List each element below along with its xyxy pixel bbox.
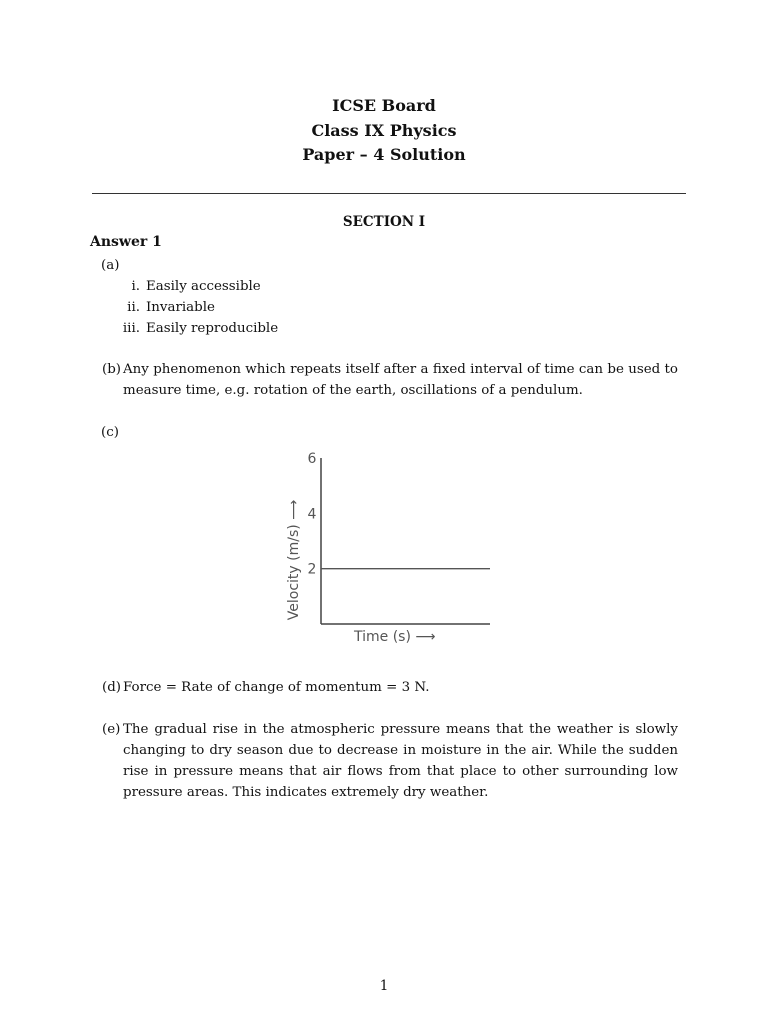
list-item-text: Invariable	[146, 300, 215, 315]
header-divider	[92, 193, 686, 194]
class-subject-title: Class IX Physics	[311, 120, 457, 140]
y-axis-label: Velocity (m/s) ⟶	[286, 499, 302, 621]
part-d-label: (d)	[102, 680, 122, 695]
y-tick-label: 4	[307, 506, 317, 523]
list-item-text: Easily reproducible	[146, 321, 279, 336]
y-tick-label: 2	[307, 561, 317, 578]
part-e-label: (e)	[102, 722, 121, 737]
y-tick-label: 6	[307, 451, 317, 467]
list-item	[110, 318, 278, 339]
velocity-time-graph	[270, 448, 510, 656]
part-c-label: (c)	[101, 425, 119, 440]
list-item-text: Easily accessible	[146, 279, 261, 294]
list-item-number: i.	[131, 279, 140, 294]
paper-title: Paper – 4 Solution	[302, 145, 466, 164]
list-item-number: iii.	[122, 321, 140, 336]
part-b-text: Any phenomenon which repeats itself after a fixed interval of time can be used to measure time, e.g. rotation of the earth, oscillations of a pendulum.	[123, 362, 678, 398]
part-e-paragraph	[102, 719, 678, 803]
document-header	[0, 94, 768, 168]
x-axis-label: Time (s) ⟶	[354, 629, 436, 645]
board-title: ICSE Board	[332, 96, 436, 115]
part-d-paragraph	[102, 677, 678, 698]
velocity-time-chart	[270, 448, 510, 656]
part-e-text: The gradual rise in the atmospheric pressure means that the weather is slowly changing to dry season due to decrease in moisture in the air. While the sudden rise in pressure means that air flows from that place to other surrounding low pressure areas. This indicates extremely dry weather.	[123, 722, 678, 800]
part-b-paragraph	[102, 359, 678, 401]
list-item	[110, 276, 278, 297]
list-item-number: ii.	[127, 300, 140, 315]
part-b-label: (b)	[102, 362, 122, 377]
part-a-list	[110, 276, 278, 339]
list-item	[110, 297, 278, 318]
section-title: SECTION I	[342, 214, 426, 230]
part-a-label: (a)	[101, 258, 120, 273]
answer-heading: Answer 1	[90, 234, 162, 250]
part-d-text: Force = Rate of change of momentum = 3 N.	[123, 680, 430, 695]
page-number: 1	[379, 978, 389, 994]
